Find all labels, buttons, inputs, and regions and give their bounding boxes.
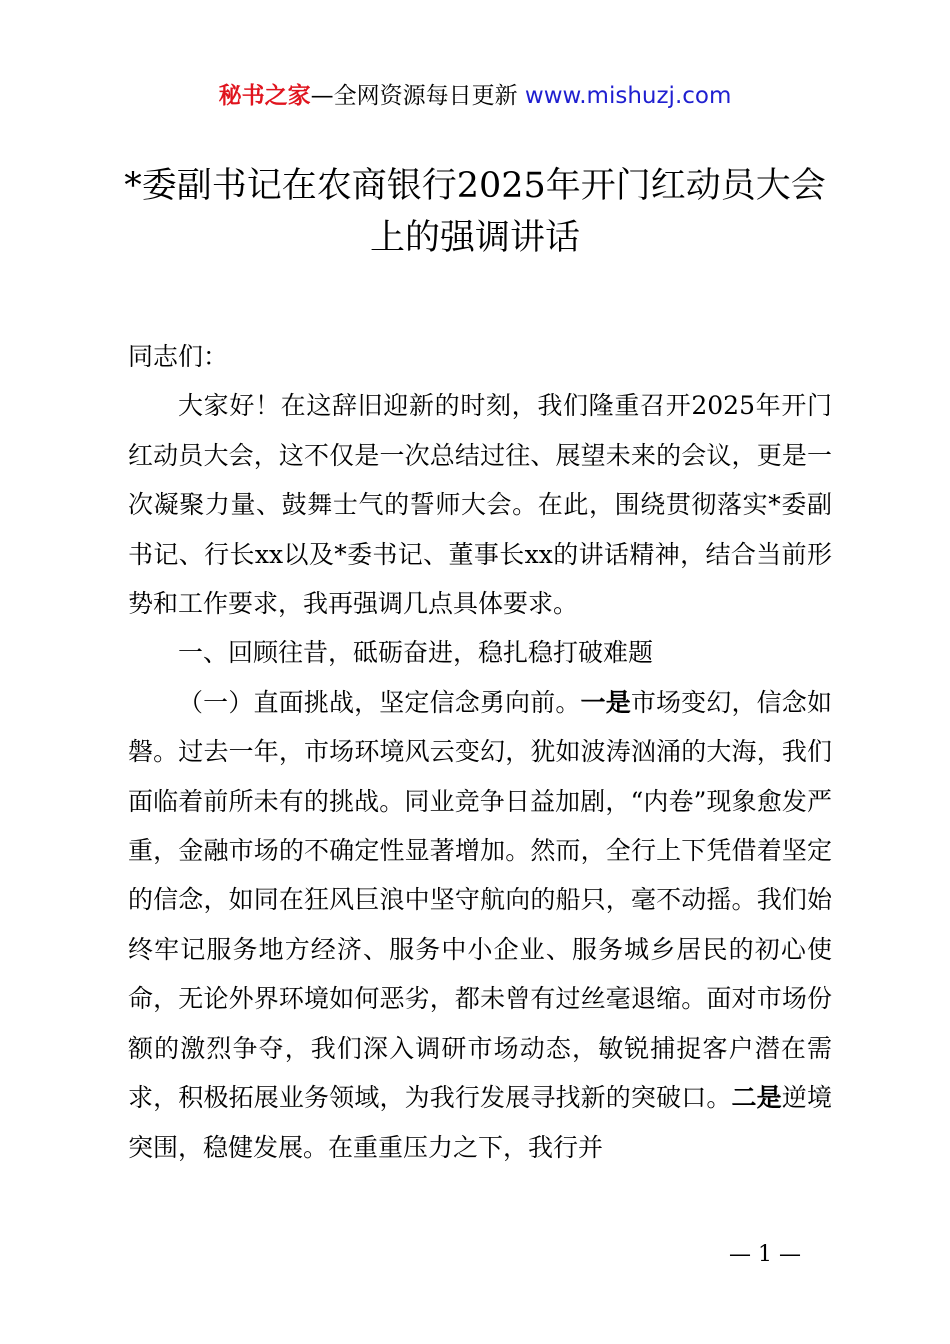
subsection-paragraph-1	[128, 678, 832, 1172]
point-2-label: 二是	[731, 1083, 782, 1113]
point-2-text: 逆境突围，稳健发展。在重重压力之下，我行并	[128, 1083, 832, 1162]
site-banner	[0, 80, 950, 112]
brand-name: 秘书之家	[218, 83, 311, 109]
banner-tagline: —全网资源每日更新	[310, 83, 518, 109]
point-1-label: 一是	[580, 687, 631, 717]
title-line-1: *委副书记在农商银行2025年开门红动员大会	[124, 166, 826, 206]
title-line-2: 上的强调讲话	[369, 218, 580, 258]
document-title	[120, 160, 830, 264]
subsection-lead: （一）直面挑战，坚定信念勇向前。	[178, 687, 581, 717]
document-body	[128, 332, 832, 1172]
point-1-text: 市场变幻，信念如磐。过去一年，市场环境风云变幻，犹如波涛汹涌的大海，我们面临着前所未有的挑战。同业竞争日益加剧，“内卷”现象愈发严重，金融市场的不确定性显著增加。然而，全行上下凭借着坚定的信念，如同在狂风巨浪中坚守航向的船只，毫不动摇。我们始终牢记服务地方经济、服务中小企业、服务城乡居民的初心使命，无论外界环境如何恶劣，都未曾有过丝毫退缩。面对市场份额的激烈争夺，我们深入调研市场动态，敏锐捕捉客户潜在需求，积极拓展业务领域，为我行发展寻找新的突破口。	[128, 687, 832, 1113]
section-heading-1: 一、回顾往昔，砥砺奋进，稳扎稳打破难题	[178, 638, 654, 668]
page-number: — 1 —	[729, 1242, 801, 1267]
site-url-link[interactable]: www.mishuzj.com	[524, 83, 732, 109]
intro-paragraph: 大家好！在这辞旧迎新的时刻，我们隆重召开2025年开门红动员大会，这不仅是一次总结过往、展望未来的会议，更是一次凝聚力量、鼓舞士气的誓师大会。在此，围绕贯彻落实*委副书记、行长xx以及*委书记、董事长xx的讲话精神，结合当前形势和工作要求，我再强调几点具体要求。	[128, 391, 832, 619]
salutation: 同志们：	[128, 342, 229, 371]
